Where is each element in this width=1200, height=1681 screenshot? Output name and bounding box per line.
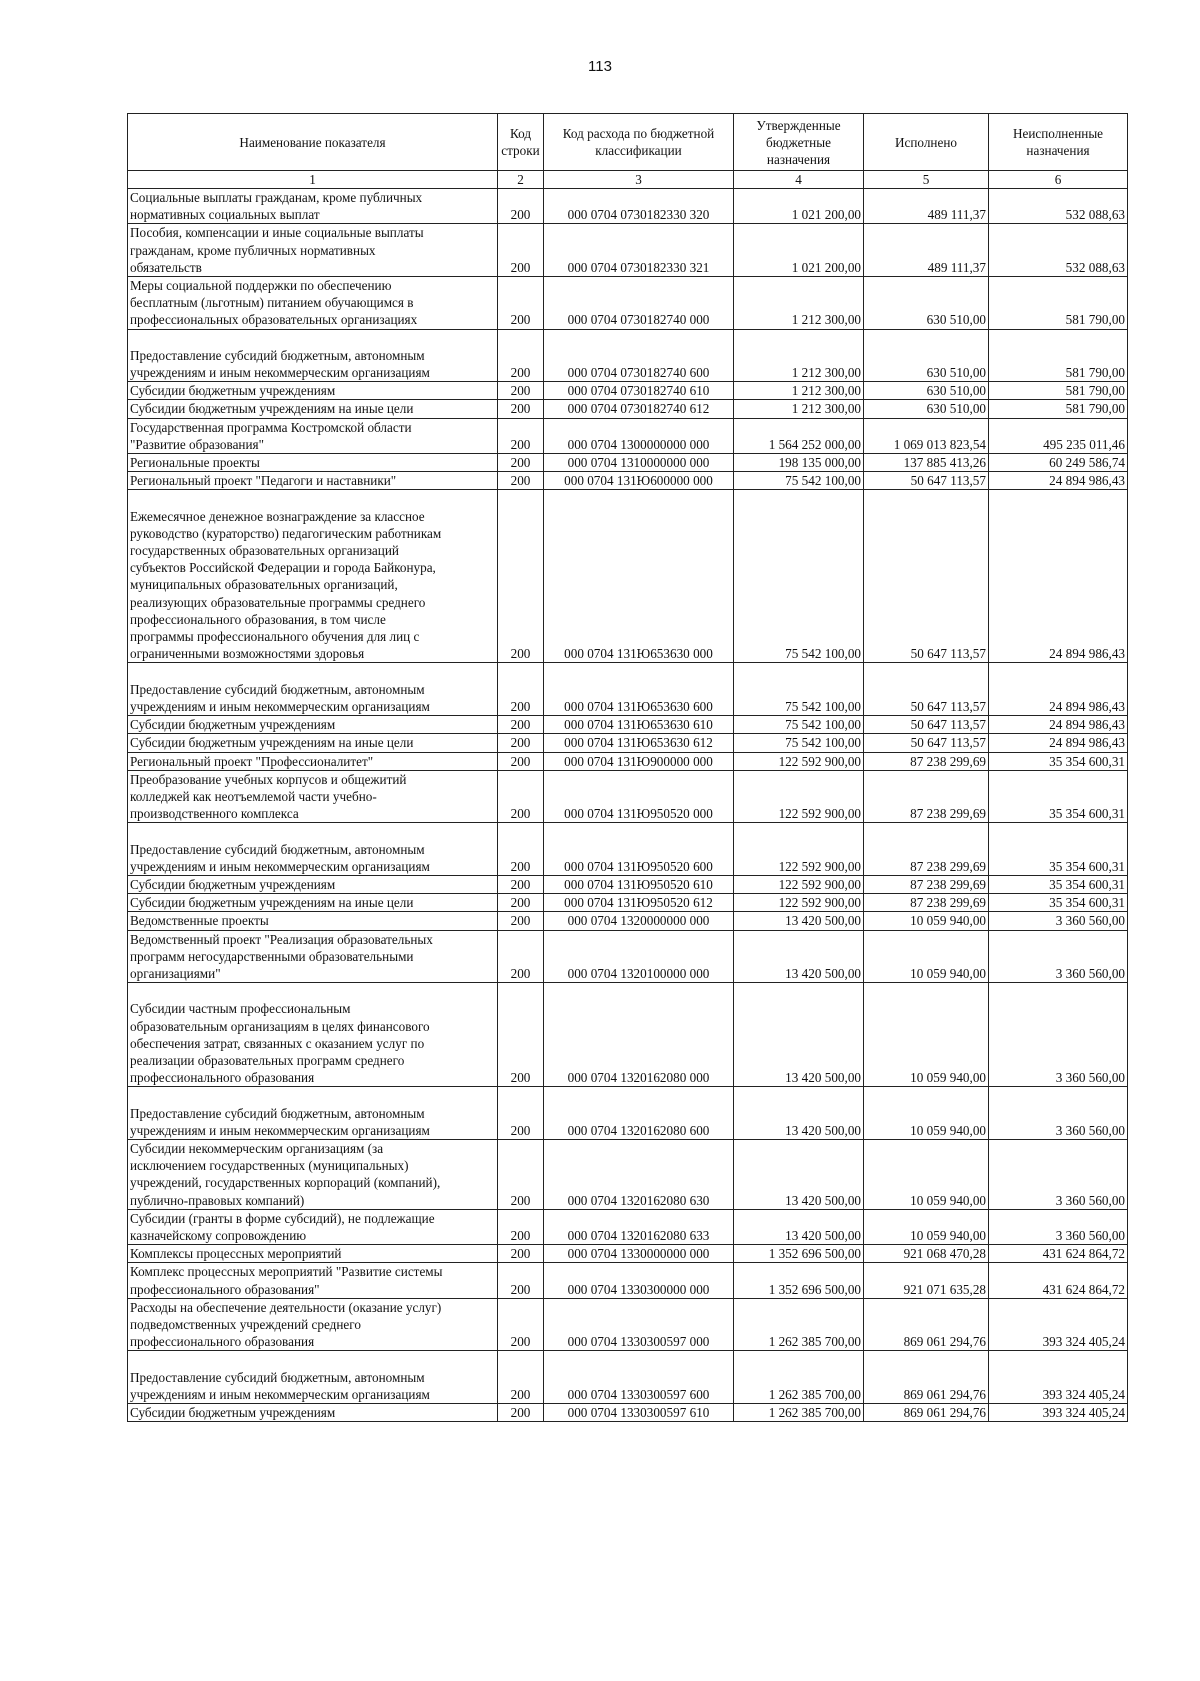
column-number: 6 xyxy=(989,171,1128,189)
cell-code: 000 0704 131Ю900000 000 xyxy=(544,752,734,770)
cell-approved: 122 592 900,00 xyxy=(734,894,864,912)
cell-name: Региональный проект "Педагоги и наставники" xyxy=(128,472,498,490)
cell-executed: 869 061 294,76 xyxy=(864,1404,989,1422)
cell-approved: 122 592 900,00 xyxy=(734,752,864,770)
cell-unexecuted: 24 894 986,43 xyxy=(989,472,1128,490)
cell-line: 200 xyxy=(498,454,544,472)
cell-unexecuted: 3 360 560,00 xyxy=(989,1209,1128,1244)
cell-approved: 1 564 252 000,00 xyxy=(734,418,864,453)
cell-line: 200 xyxy=(498,1404,544,1422)
cell-executed: 489 111,37 xyxy=(864,224,989,277)
cell-name: Ежемесячное денежное вознаграждение за классное руководство (кураторство) педагогическим работникам государственных образовательных организаций субъектов Российской Федерации и города Байконура, муниципальных образовательных организаций, реализующих образовательные программы среднего профессионального образования, в том числе программы профессионального обучения для лиц с ограниченными возможностями здоровья xyxy=(128,490,498,663)
cell-code: 000 0704 131Ю950520 612 xyxy=(544,894,734,912)
cell-line: 200 xyxy=(498,663,544,716)
cell-name: Субсидии частным профессиональным образовательным организациям в целях финансового обеспечения затрат, связанных с оказанием услуг по реализации образовательных программ среднего профессионального образования xyxy=(128,983,498,1087)
cell-line: 200 xyxy=(498,823,544,876)
cell-unexecuted: 3 360 560,00 xyxy=(989,1087,1128,1140)
column-header-name: Наименование показателя xyxy=(128,114,498,171)
cell-unexecuted: 3 360 560,00 xyxy=(989,1139,1128,1209)
cell-executed: 87 238 299,69 xyxy=(864,894,989,912)
cell-name: Предоставление субсидий бюджетным, автономным учреждениям и иным некоммерческим организациям xyxy=(128,663,498,716)
cell-executed: 50 647 113,57 xyxy=(864,663,989,716)
cell-executed: 10 059 940,00 xyxy=(864,1087,989,1140)
cell-line: 200 xyxy=(498,1298,544,1351)
cell-name: Предоставление субсидий бюджетным, автономным учреждениям и иным некоммерческим организациям xyxy=(128,1087,498,1140)
cell-unexecuted: 35 354 600,31 xyxy=(989,875,1128,893)
cell-approved: 1 352 696 500,00 xyxy=(734,1245,864,1263)
cell-executed: 489 111,37 xyxy=(864,189,989,224)
cell-executed: 87 238 299,69 xyxy=(864,770,989,823)
cell-unexecuted: 3 360 560,00 xyxy=(989,930,1128,983)
column-header-unexecuted: Неисполненные назначения xyxy=(989,114,1128,171)
cell-approved: 122 592 900,00 xyxy=(734,770,864,823)
cell-executed: 869 061 294,76 xyxy=(864,1351,989,1404)
cell-line: 200 xyxy=(498,894,544,912)
cell-name: Преобразование учебных корпусов и общежитий колледжей как неотъемлемой части учебно- производственного комплекса xyxy=(128,770,498,823)
cell-executed: 10 059 940,00 xyxy=(864,912,989,930)
cell-line: 200 xyxy=(498,329,544,382)
cell-code: 000 0704 131Ю950520 600 xyxy=(544,823,734,876)
table-row xyxy=(128,1298,1128,1351)
cell-name: Субсидии (гранты в форме субсидий), не подлежащие казначейскому сопровождению xyxy=(128,1209,498,1244)
cell-unexecuted: 35 354 600,31 xyxy=(989,770,1128,823)
cell-unexecuted: 24 894 986,43 xyxy=(989,716,1128,734)
cell-line: 200 xyxy=(498,224,544,277)
cell-line: 200 xyxy=(498,734,544,752)
cell-executed: 50 647 113,57 xyxy=(864,734,989,752)
cell-approved: 13 420 500,00 xyxy=(734,912,864,930)
table-body xyxy=(128,189,1128,1422)
cell-approved: 13 420 500,00 xyxy=(734,1087,864,1140)
table-row xyxy=(128,1209,1128,1244)
cell-approved: 1 262 385 700,00 xyxy=(734,1404,864,1422)
cell-line: 200 xyxy=(498,752,544,770)
cell-code: 000 0704 131Ю600000 000 xyxy=(544,472,734,490)
cell-unexecuted: 532 088,63 xyxy=(989,224,1128,277)
cell-unexecuted: 35 354 600,31 xyxy=(989,752,1128,770)
cell-code: 000 0704 0730182740 000 xyxy=(544,277,734,330)
cell-line: 200 xyxy=(498,912,544,930)
cell-line: 200 xyxy=(498,1209,544,1244)
table-row xyxy=(128,1351,1128,1404)
cell-line: 200 xyxy=(498,1351,544,1404)
cell-line: 200 xyxy=(498,472,544,490)
cell-name: Ведомственные проекты xyxy=(128,912,498,930)
column-header-executed: Исполнено xyxy=(864,114,989,171)
cell-line: 200 xyxy=(498,1245,544,1263)
cell-approved: 1 212 300,00 xyxy=(734,382,864,400)
cell-name: Комплексы процессных мероприятий xyxy=(128,1245,498,1263)
cell-line: 200 xyxy=(498,930,544,983)
table-row xyxy=(128,490,1128,663)
cell-code: 000 0704 131Ю653630 600 xyxy=(544,663,734,716)
cell-code: 000 0704 0730182740 600 xyxy=(544,329,734,382)
cell-unexecuted: 431 624 864,72 xyxy=(989,1263,1128,1298)
table-row xyxy=(128,1139,1128,1209)
table-header-row xyxy=(128,114,1128,171)
cell-code: 000 0704 1320162080 000 xyxy=(544,983,734,1087)
cell-line: 200 xyxy=(498,1139,544,1209)
cell-code: 000 0704 1320162080 600 xyxy=(544,1087,734,1140)
cell-code: 000 0704 1310000000 000 xyxy=(544,454,734,472)
cell-approved: 13 420 500,00 xyxy=(734,930,864,983)
cell-approved: 1 021 200,00 xyxy=(734,189,864,224)
cell-unexecuted: 495 235 011,46 xyxy=(989,418,1128,453)
cell-name: Субсидии бюджетным учреждениям на иные цели xyxy=(128,400,498,418)
cell-name: Субсидии бюджетным учреждениям xyxy=(128,875,498,893)
cell-name: Субсидии бюджетным учреждениям на иные цели xyxy=(128,734,498,752)
cell-code: 000 0704 0730182330 320 xyxy=(544,189,734,224)
cell-approved: 1 262 385 700,00 xyxy=(734,1351,864,1404)
cell-code: 000 0704 0730182330 321 xyxy=(544,224,734,277)
cell-unexecuted: 3 360 560,00 xyxy=(989,983,1128,1087)
cell-executed: 869 061 294,76 xyxy=(864,1298,989,1351)
cell-name: Субсидии бюджетным учреждениям xyxy=(128,1404,498,1422)
cell-unexecuted: 35 354 600,31 xyxy=(989,823,1128,876)
table-row xyxy=(128,752,1128,770)
cell-line: 200 xyxy=(498,277,544,330)
cell-approved: 75 542 100,00 xyxy=(734,716,864,734)
cell-name: Государственная программа Костромской области "Развитие образования" xyxy=(128,418,498,453)
table-row xyxy=(128,1404,1128,1422)
cell-approved: 1 352 696 500,00 xyxy=(734,1263,864,1298)
cell-code: 000 0704 0730182740 612 xyxy=(544,400,734,418)
cell-name: Предоставление субсидий бюджетным, автономным учреждениям и иным некоммерческим организациям xyxy=(128,823,498,876)
cell-approved: 1 021 200,00 xyxy=(734,224,864,277)
table-row xyxy=(128,930,1128,983)
cell-code: 000 0704 1330300597 600 xyxy=(544,1351,734,1404)
cell-executed: 10 059 940,00 xyxy=(864,930,989,983)
table-row xyxy=(128,400,1128,418)
cell-code: 000 0704 1300000000 000 xyxy=(544,418,734,453)
cell-code: 000 0704 1320000000 000 xyxy=(544,912,734,930)
cell-code: 000 0704 1330300000 000 xyxy=(544,1263,734,1298)
cell-name: Субсидии бюджетным учреждениям xyxy=(128,382,498,400)
table-row xyxy=(128,418,1128,453)
table-row xyxy=(128,1263,1128,1298)
cell-code: 000 0704 131Ю653630 612 xyxy=(544,734,734,752)
cell-unexecuted: 532 088,63 xyxy=(989,189,1128,224)
table-row xyxy=(128,770,1128,823)
cell-code: 000 0704 1330300597 000 xyxy=(544,1298,734,1351)
cell-approved: 13 420 500,00 xyxy=(734,1139,864,1209)
cell-executed: 921 071 635,28 xyxy=(864,1263,989,1298)
cell-line: 200 xyxy=(498,400,544,418)
cell-executed: 87 238 299,69 xyxy=(864,752,989,770)
cell-unexecuted: 581 790,00 xyxy=(989,400,1128,418)
cell-code: 000 0704 131Ю950520 000 xyxy=(544,770,734,823)
table-row xyxy=(128,983,1128,1087)
column-number: 1 xyxy=(128,171,498,189)
cell-code: 000 0704 131Ю653630 000 xyxy=(544,490,734,663)
cell-code: 000 0704 1320162080 630 xyxy=(544,1139,734,1209)
column-header-code: Код расхода по бюджетной классификации xyxy=(544,114,734,171)
cell-executed: 630 510,00 xyxy=(864,382,989,400)
cell-line: 200 xyxy=(498,382,544,400)
cell-line: 200 xyxy=(498,1087,544,1140)
table-row xyxy=(128,329,1128,382)
cell-unexecuted: 35 354 600,31 xyxy=(989,894,1128,912)
cell-name: Предоставление субсидий бюджетным, автономным учреждениям и иным некоммерческим организациям xyxy=(128,329,498,382)
cell-code: 000 0704 0730182740 610 xyxy=(544,382,734,400)
cell-approved: 13 420 500,00 xyxy=(734,1209,864,1244)
cell-code: 000 0704 131Ю950520 610 xyxy=(544,875,734,893)
cell-unexecuted: 393 324 405,24 xyxy=(989,1404,1128,1422)
cell-line: 200 xyxy=(498,770,544,823)
cell-approved: 122 592 900,00 xyxy=(734,823,864,876)
cell-approved: 198 135 000,00 xyxy=(734,454,864,472)
cell-executed: 10 059 940,00 xyxy=(864,1209,989,1244)
table-row xyxy=(128,224,1128,277)
cell-name: Ведомственный проект "Реализация образовательных программ негосударственными образовательными организациями" xyxy=(128,930,498,983)
cell-approved: 1 212 300,00 xyxy=(734,400,864,418)
cell-approved: 13 420 500,00 xyxy=(734,983,864,1087)
cell-executed: 921 068 470,28 xyxy=(864,1245,989,1263)
table-row xyxy=(128,734,1128,752)
cell-line: 200 xyxy=(498,418,544,453)
table-row xyxy=(128,277,1128,330)
cell-approved: 75 542 100,00 xyxy=(734,663,864,716)
column-number: 4 xyxy=(734,171,864,189)
cell-name: Комплекс процессных мероприятий "Развитие системы профессионального образования" xyxy=(128,1263,498,1298)
cell-unexecuted: 581 790,00 xyxy=(989,277,1128,330)
cell-approved: 75 542 100,00 xyxy=(734,472,864,490)
cell-name: Субсидии некоммерческим организациям (за исключением государственных (муниципальных) учреждений, государственных корпораций (компаний), публично-правовых компаний) xyxy=(128,1139,498,1209)
cell-executed: 87 238 299,69 xyxy=(864,875,989,893)
cell-line: 200 xyxy=(498,716,544,734)
cell-executed: 630 510,00 xyxy=(864,277,989,330)
column-header-approved: Утвержденные бюджетные назначения xyxy=(734,114,864,171)
cell-executed: 10 059 940,00 xyxy=(864,1139,989,1209)
table-row xyxy=(128,382,1128,400)
cell-unexecuted: 24 894 986,43 xyxy=(989,734,1128,752)
table-row xyxy=(128,1245,1128,1263)
table-row xyxy=(128,663,1128,716)
cell-executed: 1 069 013 823,54 xyxy=(864,418,989,453)
cell-name: Субсидии бюджетным учреждениям на иные цели xyxy=(128,894,498,912)
table-row xyxy=(128,472,1128,490)
cell-name: Субсидии бюджетным учреждениям xyxy=(128,716,498,734)
table-row xyxy=(128,912,1128,930)
cell-executed: 87 238 299,69 xyxy=(864,823,989,876)
cell-line: 200 xyxy=(498,983,544,1087)
column-number-row xyxy=(128,171,1128,189)
cell-name: Предоставление субсидий бюджетным, автономным учреждениям и иным некоммерческим организациям xyxy=(128,1351,498,1404)
cell-code: 000 0704 1330000000 000 xyxy=(544,1245,734,1263)
cell-unexecuted: 3 360 560,00 xyxy=(989,912,1128,930)
cell-executed: 10 059 940,00 xyxy=(864,983,989,1087)
cell-line: 200 xyxy=(498,1263,544,1298)
cell-name: Меры социальной поддержки по обеспечению бесплатным (льготным) питанием обучающимся в профессиональных образовательных организациях xyxy=(128,277,498,330)
cell-approved: 75 542 100,00 xyxy=(734,490,864,663)
budget-execution-table xyxy=(127,113,1128,1422)
cell-approved: 1 212 300,00 xyxy=(734,329,864,382)
cell-unexecuted: 393 324 405,24 xyxy=(989,1351,1128,1404)
cell-line: 200 xyxy=(498,490,544,663)
column-number: 2 xyxy=(498,171,544,189)
cell-line: 200 xyxy=(498,875,544,893)
cell-unexecuted: 581 790,00 xyxy=(989,329,1128,382)
cell-code: 000 0704 1320100000 000 xyxy=(544,930,734,983)
cell-code: 000 0704 1320162080 633 xyxy=(544,1209,734,1244)
table-row xyxy=(128,189,1128,224)
cell-name: Региональные проекты xyxy=(128,454,498,472)
cell-executed: 50 647 113,57 xyxy=(864,716,989,734)
cell-name: Пособия, компенсации и иные социальные выплаты гражданам, кроме публичных нормативных обязательств xyxy=(128,224,498,277)
cell-unexecuted: 431 624 864,72 xyxy=(989,1245,1128,1263)
cell-name: Региональный проект "Профессионалитет" xyxy=(128,752,498,770)
cell-code: 000 0704 1330300597 610 xyxy=(544,1404,734,1422)
cell-approved: 1 212 300,00 xyxy=(734,277,864,330)
cell-unexecuted: 60 249 586,74 xyxy=(989,454,1128,472)
cell-executed: 137 885 413,26 xyxy=(864,454,989,472)
table-row xyxy=(128,454,1128,472)
cell-approved: 1 262 385 700,00 xyxy=(734,1298,864,1351)
table-row xyxy=(128,894,1128,912)
column-number: 3 xyxy=(544,171,734,189)
cell-executed: 630 510,00 xyxy=(864,329,989,382)
column-header-line: Код строки xyxy=(498,114,544,171)
column-number: 5 xyxy=(864,171,989,189)
table-row xyxy=(128,1087,1128,1140)
table-row xyxy=(128,823,1128,876)
cell-unexecuted: 581 790,00 xyxy=(989,382,1128,400)
cell-executed: 50 647 113,57 xyxy=(864,490,989,663)
cell-approved: 122 592 900,00 xyxy=(734,875,864,893)
cell-executed: 630 510,00 xyxy=(864,400,989,418)
cell-unexecuted: 24 894 986,43 xyxy=(989,663,1128,716)
cell-code: 000 0704 131Ю653630 610 xyxy=(544,716,734,734)
cell-name: Расходы на обеспечение деятельности (оказание услуг) подведомственных учреждений среднего профессионального образования xyxy=(128,1298,498,1351)
table-row xyxy=(128,716,1128,734)
cell-line: 200 xyxy=(498,189,544,224)
cell-unexecuted: 24 894 986,43 xyxy=(989,490,1128,663)
table-row xyxy=(128,875,1128,893)
cell-unexecuted: 393 324 405,24 xyxy=(989,1298,1128,1351)
cell-executed: 50 647 113,57 xyxy=(864,472,989,490)
page-number: 113 xyxy=(588,58,612,75)
cell-approved: 75 542 100,00 xyxy=(734,734,864,752)
cell-name: Социальные выплаты гражданам, кроме публичных нормативных социальных выплат xyxy=(128,189,498,224)
